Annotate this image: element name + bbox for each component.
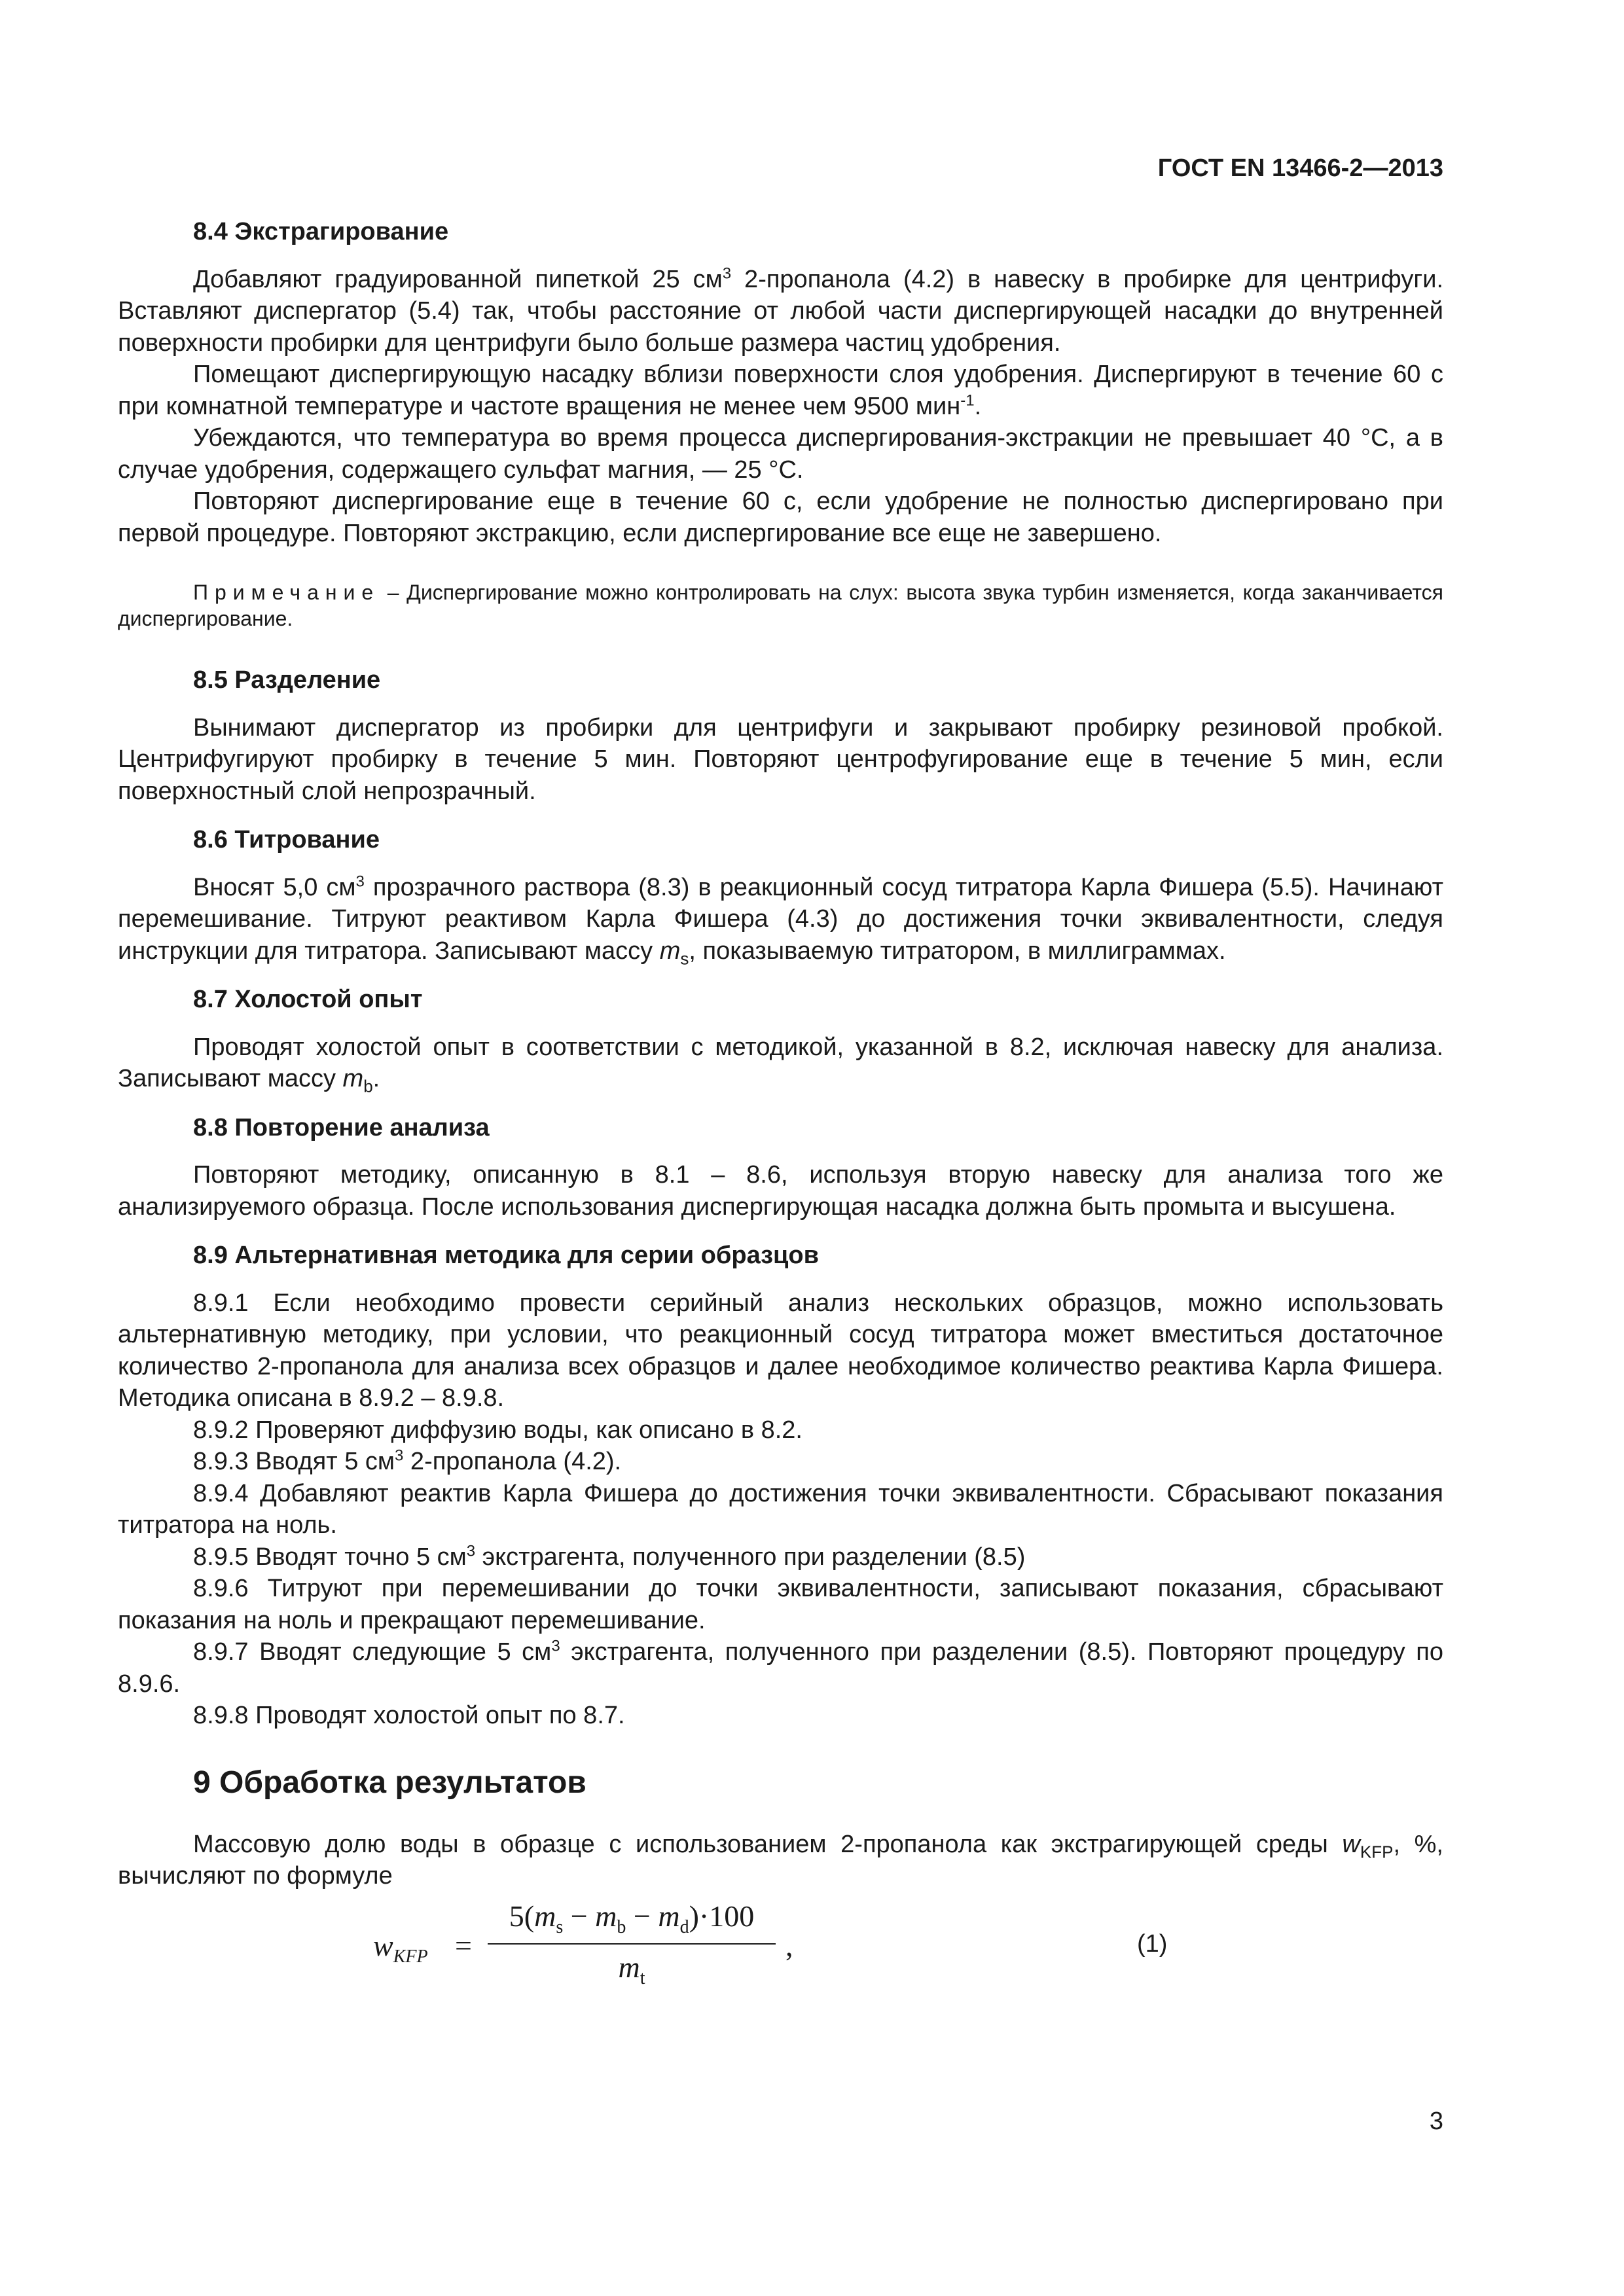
paragraph: 8.9.3 Вводят 5 $см^3$ 2-пропанола (4.2). [193, 1446, 622, 1475]
section-8-5-heading: 8.5 Разделение [193, 666, 381, 694]
section-8-4-heading: 8.4 Экстрагирование [193, 218, 449, 245]
paragraph: Убеждаются, что температура во время процесса диспергирования-экстракции не превышает 40 °С, а в случае удобрения, содержащего сульфат магния, — 25 °С. [118, 424, 1443, 484]
formula-comma: , [785, 1928, 793, 1962]
paragraph: 8.9.8 Проводят холостой опыт по 8.7. [193, 1702, 625, 1729]
paragraph: 8.9.7 Вводят следующие 5 $см^3$ экстрагента, полученного при разделении (8.5). Повторяют процедуру по 8.9.6. [118, 1637, 1443, 1698]
paragraph: Массовую долю воды в образце с использованием 2-пропанола как экстрагирующей среды $w_{KFP}$, %, вычисляют по формуле [118, 1830, 1443, 1890]
formula-lhs: $w_{KFP}$ [373, 1928, 428, 1967]
paragraph: Повторяют методику, описанную в 8.1 – 8.6, используя вторую навеску для анализа того же анализируемого образца. После использования диспергирующая насадка должна быть промыта и высушена. [118, 1161, 1443, 1221]
fraction-bar [488, 1943, 776, 1945]
paragraph: Проводят холостой опыт в соответствии с методикой, указанной в 8.2, исключая навеску для анализа. Записывают массу $m_b$. [118, 1033, 1443, 1096]
formula-numerator: $5(m_s - m_b - m_d)\cdot 100$ [509, 1899, 755, 1937]
section-8-6-heading: 8.6 Титрование [193, 826, 380, 853]
paragraph: Добавляют градуированной пипеткой 25 $см^3$ 2-пропанола (4.2) в навеску в пробирке для центрифуги. Вставляют диспергатор (5.4) так, чтобы расстояние от любой части диспергирующей насадки до внутренней поверхности пробирки для центрифуги было больше размера частиц удобрения. [118, 264, 1443, 357]
equation-number: (1) [1137, 1929, 1168, 1958]
section-8-7-heading: 8.7 Холостой опыт [193, 986, 423, 1013]
document-header: ГОСТ EN 13466-2—2013 [1157, 154, 1443, 182]
paragraph: Вносят 5,0 $см^3$ прозрачного раствора (8.3) в реакционный сосуд титратора Карла Фишера (5.5). Начинают перемешивание. Титруют реактивом Карла Фишера (4.3) до достижения точки эквивалентности, следуя инструкции для титратора. Записывают массу $m_s$, показываемую титратором, в миллиграммах. [118, 872, 1443, 969]
paragraph: 8.9.1 Если необходимо провести серийный анализ нескольких образцов, можно использовать альтернативную методику, при условии, что реакционный сосуд титратора может вместиться достаточное количество 2-пропанола для анализа всех образцов и далее необходимое количество реактива Карла Фишера. Методика описана в 8.9.2 – 8.9.8. [118, 1289, 1443, 1412]
paragraph: 8.9.4 Добавляют реактив Карла Фишера до достижения точки эквивалентности. Сбрасывают показания титратора на ноль. [118, 1479, 1443, 1539]
section-8-9-heading: 8.9 Альтернативная методика для серии образцов [193, 1242, 819, 1269]
note-label: Примечание [193, 581, 380, 604]
section-9-heading: 9 Обработка результатов [193, 1765, 586, 1800]
paragraph: 8.9.6 Титруют при перемешивании до точки эквивалентности, записывают показания, сбрасывают показания на ноль и прекращают перемешивание. [118, 1575, 1443, 1634]
formula-equals: = [455, 1928, 472, 1962]
document-page [118, 0, 1443, 2296]
paragraph: 8.9.2 Проверяют диффузию воды, как описано в 8.2. [193, 1416, 803, 1444]
paragraph: Вынимают диспергатор из пробирки для центрифуги и закрывают пробирку резиновой пробкой. Центрифугируют пробирку в течение 5 мин. Повторяют центрофугирование еще в течение 5 мин, если поверхностный слой непрозрачный. [118, 713, 1443, 805]
page-number: 3 [1429, 2108, 1443, 2135]
paragraph: Помещают диспергирующую насадку вблизи поверхности слоя удобрения. Диспергируют в течение 60 с при комнатной температуре и частоте вращения не менее чем 9500 мин$^{-1}$. [118, 361, 1443, 420]
paragraph: Повторяют диспергирование еще в течение 60 с, если удобрение не полностью диспергировано при первой процедуре. Повторяют экстракцию, если диспергирование все еще не завершено. [118, 488, 1443, 547]
formula-1 [118, 1899, 1443, 1997]
paragraph: 8.9.5 Вводят точно 5 $см^3$ экстрагента, полученного при разделении (8.5) [193, 1541, 1026, 1571]
section-8-8-heading: 8.8 Повторение анализа [193, 1113, 490, 1141]
formula-denominator: $m_t$ [618, 1950, 645, 1988]
note: Примечание – Диспергирование можно контролировать на слух: высота звука турбин изменяется, когда заканчивается диспергирование. [118, 581, 1443, 630]
document-body [118, 216, 1443, 1997]
